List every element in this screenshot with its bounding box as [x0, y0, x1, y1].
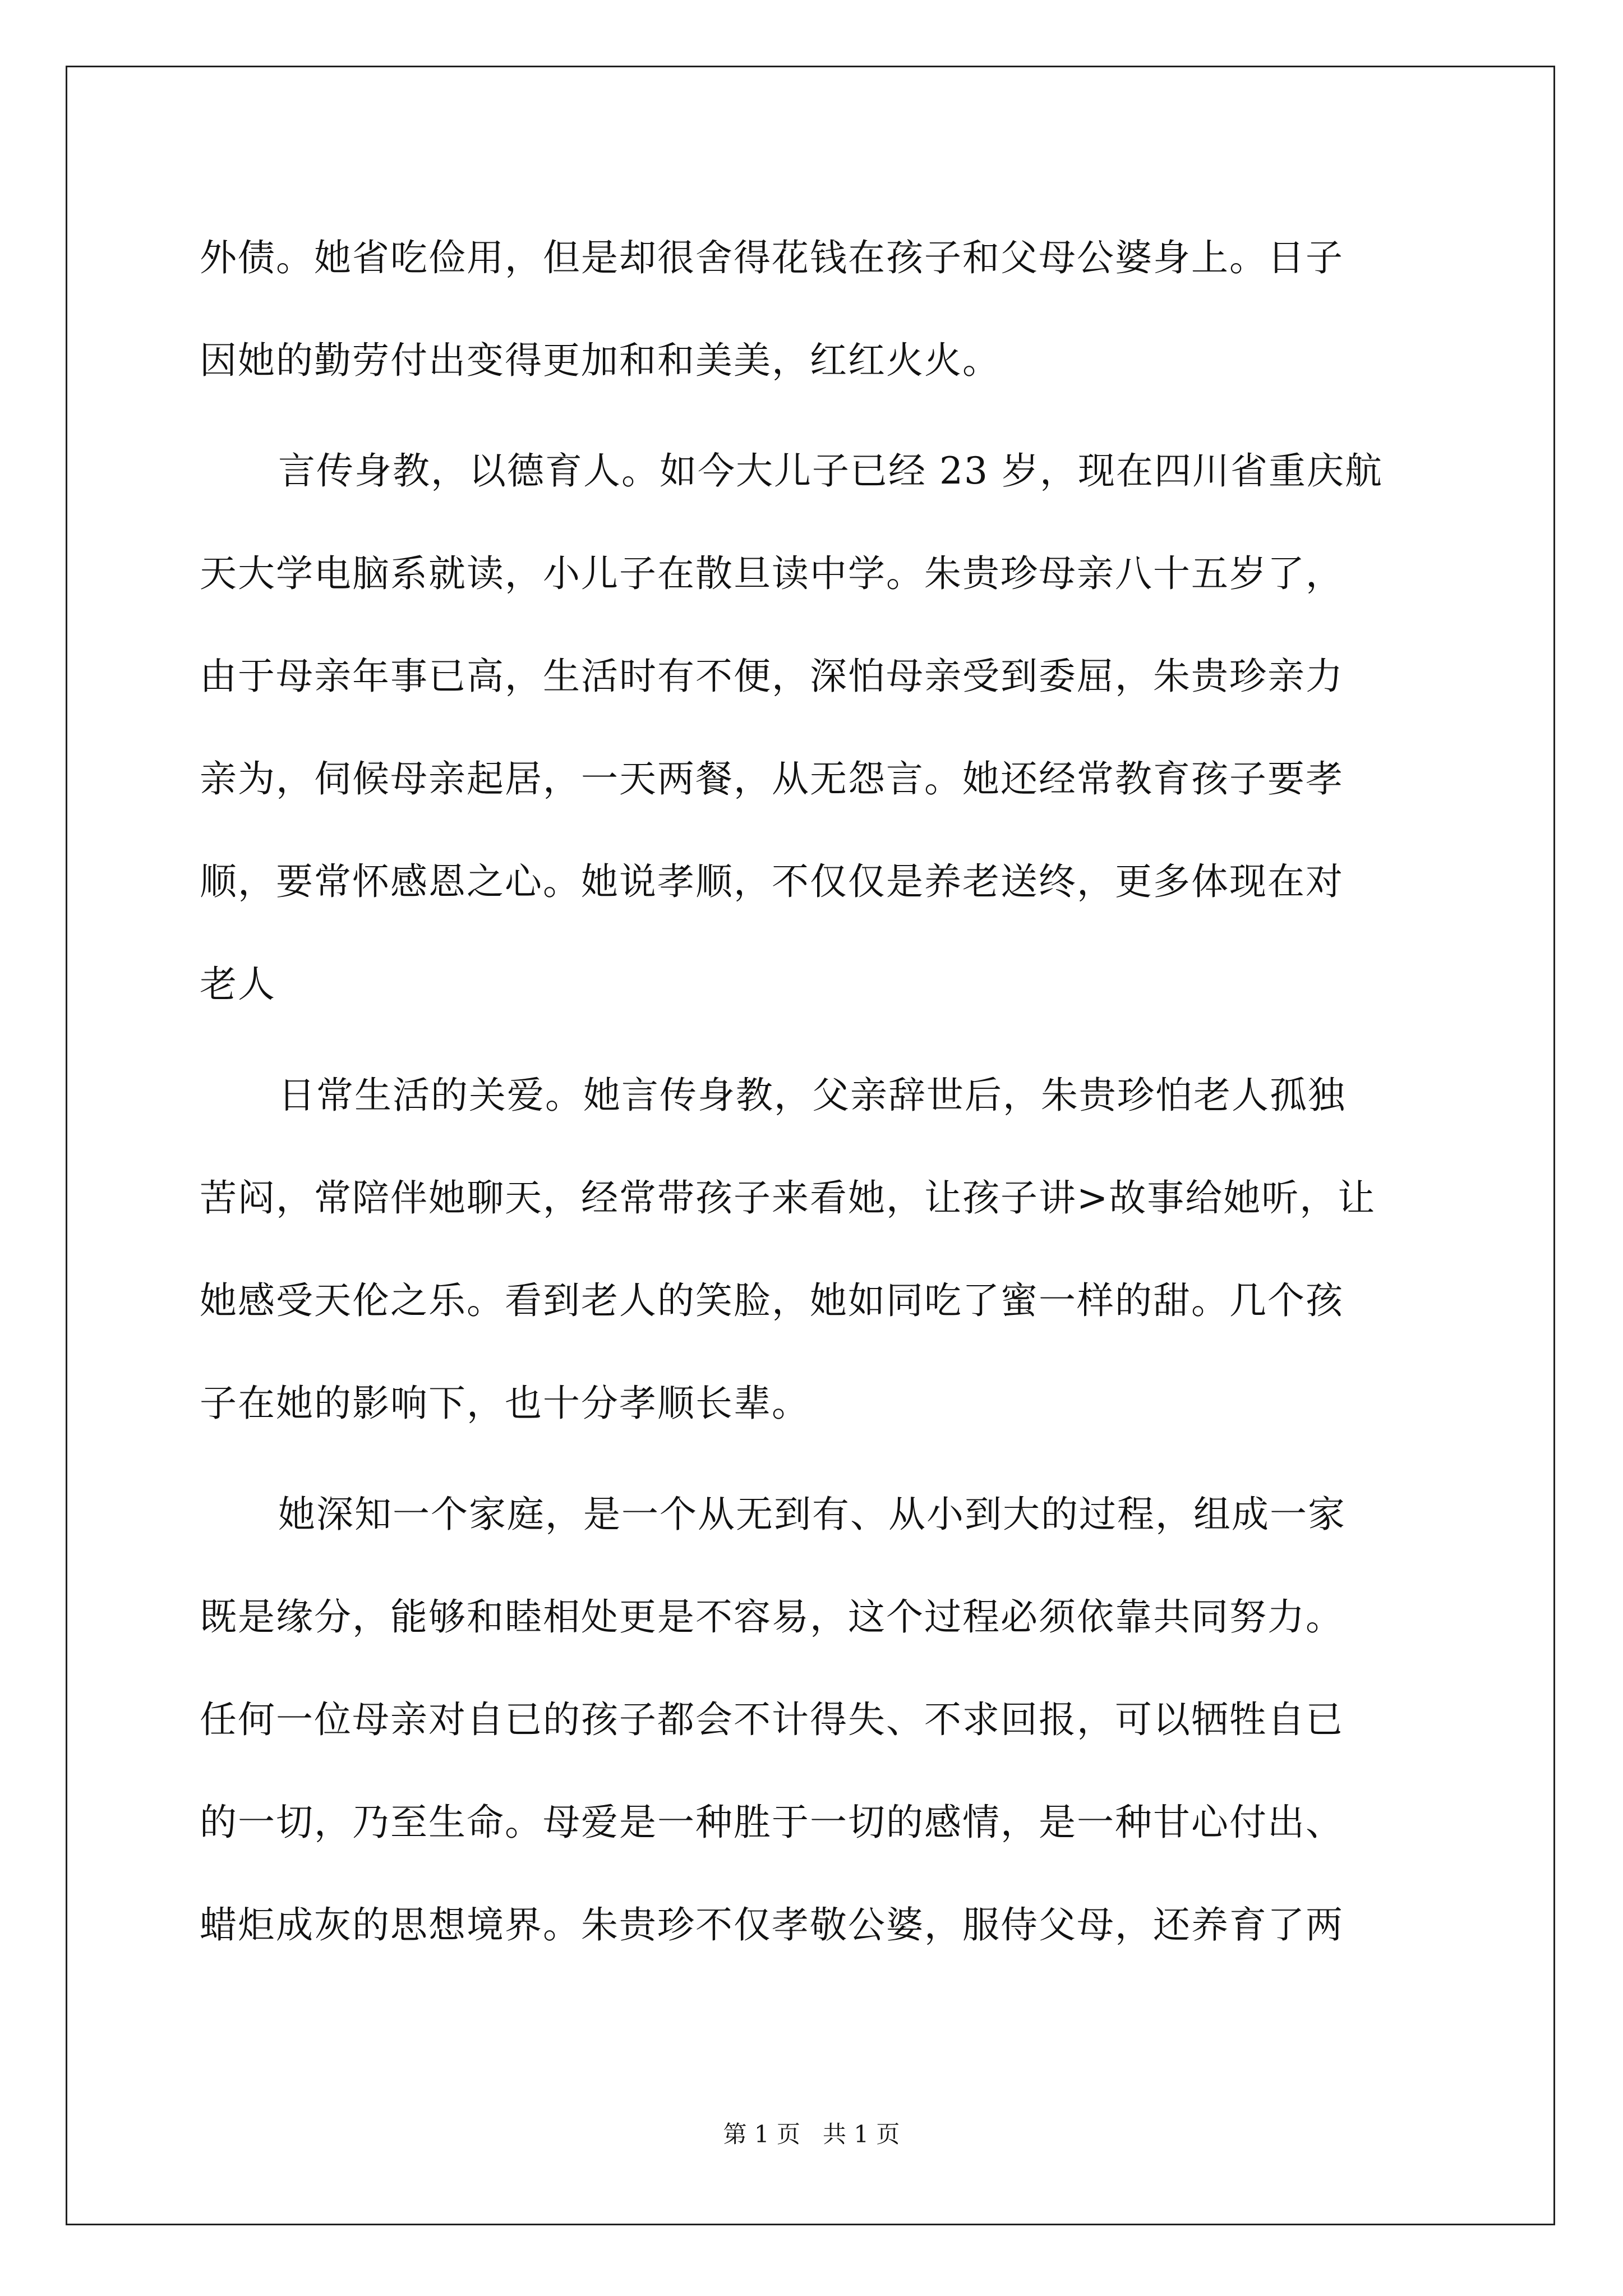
text-line: 天大学电脑系就读，小儿子在散旦读中学。朱贵珍母亲八十五岁了，: [200, 552, 1344, 595]
text-line: 苦闷，常陪伴她聊天，经常带孩子来看她，让孩子讲>故事给她听，让: [200, 1176, 1376, 1220]
page-number-current: 第 1 页: [723, 2120, 800, 2148]
text-line: 外债。她省吃俭用，但是却很舍得花钱在孩子和父母公婆身上。日子: [200, 236, 1344, 279]
text-line: 顺，要常怀感恩之心。她说孝顺，不仅仅是养老送终，更多体现在对: [200, 860, 1344, 903]
text-line: 由于母亲年事已高，生活时有不便，深怕母亲受到委屈，朱贵珍亲力: [200, 655, 1344, 698]
text-line: 的一切，乃至生命。母爱是一种胜于一切的感情，是一种甘心付出、: [200, 1801, 1344, 1844]
text-line: 因她的勤劳付出变得更加和和美美，红红火火。: [200, 339, 1000, 382]
page-footer: [0, 2118, 1623, 2151]
text-line: 日常生活的关爱。她言传身教，父亲辞世后，朱贵珍怕老人孤独: [278, 1074, 1346, 1117]
text-line: 亲为，伺候母亲起居，一天两餐，从无怨言。她还经常教育孩子要孝: [200, 757, 1344, 800]
page-number-total: 共 1 页: [823, 2120, 900, 2148]
text-line: 子在她的影响下，也十分孝顺长辈。: [200, 1382, 810, 1425]
text-line: 言传身教，以德育人。如今大儿子已经 23 岁，现在四川省重庆航: [278, 449, 1383, 493]
text-line: 她感受天伦之乐。看到老人的笑脸，她如同吃了蜜一样的甜。几个孩: [200, 1279, 1344, 1322]
text-line: 她深知一个家庭，是一个从无到有、从小到大的过程，组成一家: [278, 1493, 1346, 1536]
text-line: 任何一位母亲对自已的孩子都会不计得失、不求回报，可以牺牲自已: [200, 1698, 1344, 1741]
text-line: 既是缘分，能够和睦相处更是不容易，这个过程必须依靠共同努力。: [200, 1595, 1344, 1639]
text-line: 蜡炬成灰的思想境界。朱贵珍不仅孝敬公婆，服侍父母，还养育了两: [200, 1903, 1344, 1947]
text-line: 老人: [200, 963, 276, 1006]
